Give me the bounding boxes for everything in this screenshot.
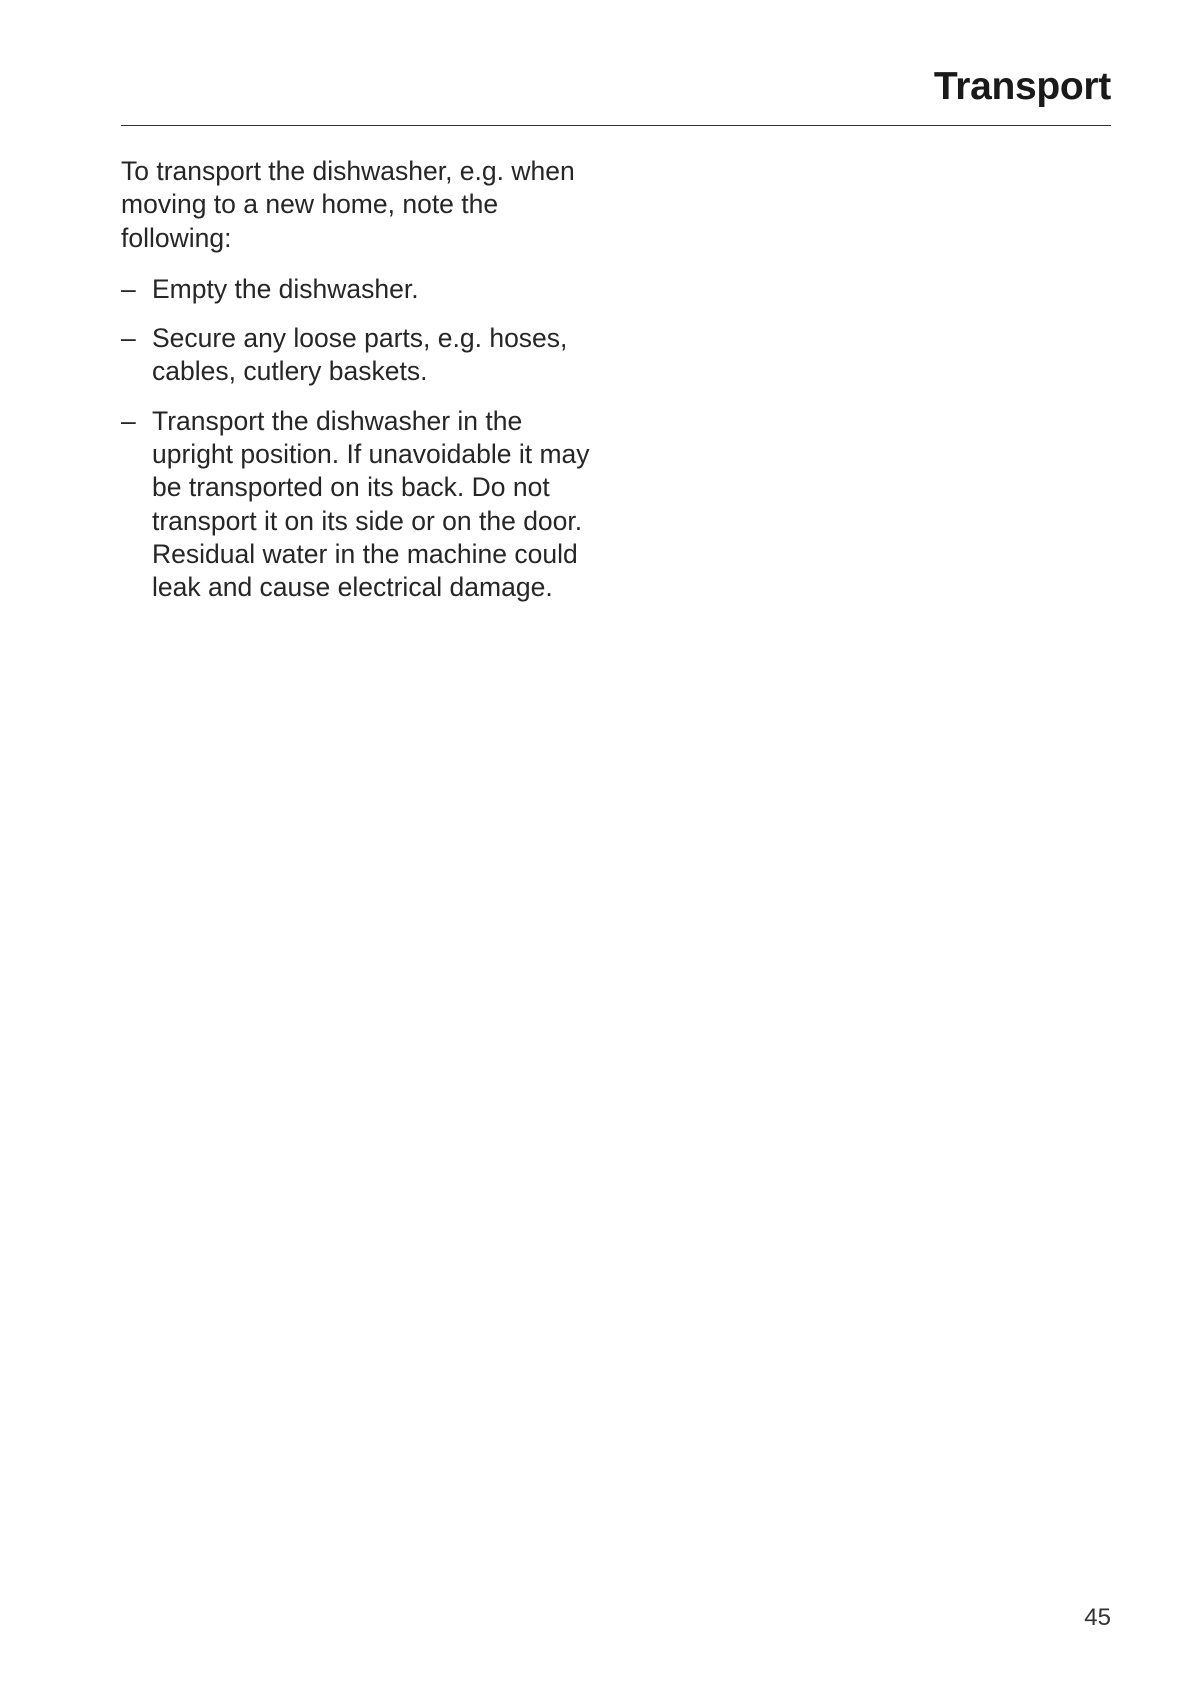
list-item: [121, 322, 601, 389]
title-divider: [121, 125, 1111, 126]
intro-paragraph: To transport the dishwasher, e.g. when moving to a new home, note the following:: [121, 156, 575, 253]
dash-bullet: –: [121, 405, 136, 436]
dash-bullet: –: [121, 273, 136, 304]
page-title: Transport: [933, 65, 1111, 108]
list-item-text: Empty the dishwasher.: [152, 273, 419, 304]
dash-bullet: –: [121, 323, 136, 354]
instruction-list: [121, 273, 601, 605]
list-item: [121, 405, 601, 605]
list-item-text: Transport the dishwasher in the upright position. If unavoidable it may be transported on its back. Do not transport it on its side or on the door. Residual water in the machine could leak and cause electrical damage.: [152, 405, 590, 603]
list-item: [121, 273, 601, 306]
main-content: [121, 155, 601, 621]
page-number: 45: [1084, 1604, 1111, 1631]
list-item-text: Secure any loose parts, e.g. hoses, cables, cutlery baskets.: [152, 323, 568, 387]
